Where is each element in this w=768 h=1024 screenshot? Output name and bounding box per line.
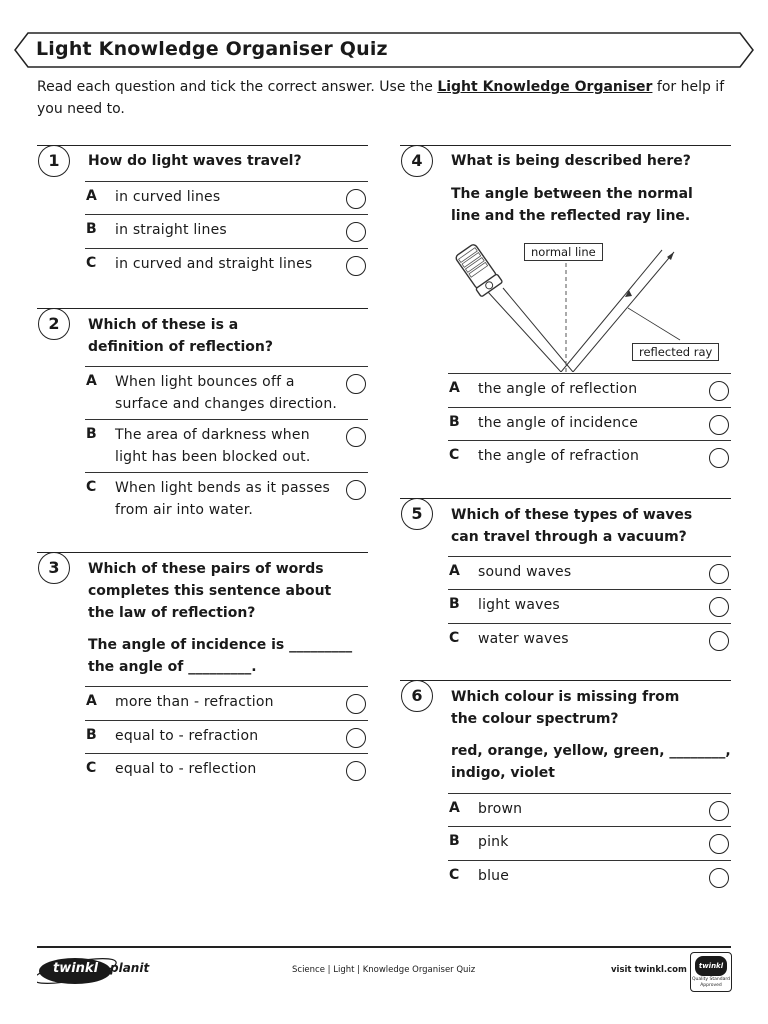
option-text (115, 477, 330, 521)
question-5-text-line: Which of these types of waves (451, 507, 693, 523)
question-4-option-c[interactable] (448, 440, 731, 474)
option-text-line: light has been blocked out. (115, 449, 311, 465)
option-text (115, 371, 337, 415)
question-6-option-b[interactable] (448, 826, 731, 860)
question-4-option-a[interactable] (448, 373, 731, 407)
question-5-text (451, 504, 692, 548)
question-3-option-a[interactable] (85, 686, 368, 720)
question-2-text-line: Which of these is a (88, 317, 239, 333)
option-letter: A (86, 188, 97, 204)
option-letter: B (86, 221, 97, 237)
question-3-sentence (88, 634, 352, 678)
option-letter: A (449, 380, 460, 396)
page-title: Light Knowledge Organiser Quiz (36, 38, 388, 60)
option-letter: C (86, 760, 97, 776)
question-1-option-b[interactable] (85, 214, 368, 248)
option-letter: C (449, 630, 460, 646)
reflected-ray-label: reflected ray (632, 343, 719, 361)
question-6-sentence-line: indigo, violet (451, 765, 555, 781)
tick-circle[interactable] (346, 728, 366, 748)
tick-circle[interactable] (346, 480, 366, 500)
tick-circle[interactable] (709, 448, 729, 468)
option-text-line: surface and changes direction. (115, 396, 338, 412)
question-5-option-c[interactable] (448, 623, 731, 657)
question-4-option-b[interactable] (448, 407, 731, 441)
planit-label: planit (110, 961, 150, 975)
badge-text: Quality Standard Approved (692, 977, 730, 988)
question-5-option-b[interactable] (448, 589, 731, 623)
question-5-option-a[interactable] (448, 556, 731, 590)
question-4-rule (400, 145, 731, 146)
option-text: in curved and straight lines (115, 256, 313, 272)
option-text: water waves (478, 631, 569, 647)
option-letter: B (449, 833, 460, 849)
tick-circle[interactable] (346, 189, 366, 209)
question-3-rule (37, 552, 368, 553)
question-3-option-c[interactable] (85, 753, 368, 787)
option-text: more than - refraction (115, 694, 274, 710)
option-letter: A (449, 563, 460, 579)
tick-circle[interactable] (709, 381, 729, 401)
question-3-text-line: completes this sentence about (88, 583, 332, 599)
option-letter: C (86, 255, 97, 271)
question-6-number: 6 (401, 680, 433, 712)
question-3-text-line: the law of reflection? (88, 605, 256, 621)
question-3-number: 3 (38, 552, 70, 584)
question-3-sentence-line: The angle of incidence is _________ (88, 637, 353, 653)
option-text: sound waves (478, 564, 572, 580)
option-letter: C (449, 867, 460, 883)
knowledge-organiser-link[interactable]: Light Knowledge Organiser (437, 79, 653, 95)
question-4-number: 4 (401, 145, 433, 177)
tick-circle[interactable] (709, 834, 729, 854)
question-4-text: What is being described here? (451, 153, 691, 169)
option-text: the angle of incidence (478, 415, 639, 431)
tick-circle[interactable] (709, 564, 729, 584)
option-letter: C (86, 479, 97, 495)
tick-circle[interactable] (346, 761, 366, 781)
question-6-text-line: the colour spectrum? (451, 711, 619, 727)
question-1-text: How do light waves travel? (88, 153, 302, 169)
instructions-text: Read each question and tick the correct answer. Use the (37, 79, 438, 95)
question-1-number: 1 (38, 145, 70, 177)
option-letter: A (86, 373, 97, 389)
question-3-text (88, 558, 331, 624)
quality-standard-badge (690, 952, 732, 992)
option-text: equal to - refraction (115, 728, 259, 744)
option-text-line: When light bounces off a (115, 374, 295, 390)
question-6-text (451, 686, 679, 730)
option-text-line: When light bends as it passes (115, 480, 331, 496)
tick-circle[interactable] (346, 427, 366, 447)
question-1-option-c[interactable] (85, 248, 368, 282)
tick-circle[interactable] (709, 631, 729, 651)
question-6-option-a[interactable] (448, 793, 731, 827)
question-2-option-b[interactable] (85, 419, 368, 472)
question-3-option-b[interactable] (85, 720, 368, 754)
instructions (37, 76, 737, 120)
badge-logo: twinkl (695, 956, 727, 976)
tick-circle[interactable] (709, 597, 729, 617)
question-4-sentence-line: The angle between the normal (451, 186, 693, 202)
tick-circle[interactable] (709, 415, 729, 435)
question-5-text-line: can travel through a vacuum? (451, 529, 687, 545)
reflection-diagram (448, 236, 738, 372)
option-letter: B (449, 414, 460, 430)
option-letter: C (449, 447, 460, 463)
option-letter: A (449, 800, 460, 816)
question-4-sentence (451, 183, 693, 227)
footer-website-link[interactable]: visit twinkl.com (611, 965, 687, 975)
option-text-line: The area of darkness when (115, 427, 310, 443)
option-text: in curved lines (115, 189, 221, 205)
option-text: light waves (478, 597, 560, 613)
title-banner (14, 32, 754, 68)
option-letter: B (86, 426, 97, 442)
question-1-rule (37, 145, 368, 146)
question-2-number: 2 (38, 308, 70, 340)
question-2-option-c[interactable] (85, 472, 368, 525)
question-3-sentence-line: the angle of _________. (88, 659, 257, 675)
question-1-option-a[interactable] (85, 181, 368, 215)
option-text: in straight lines (115, 222, 227, 238)
footer-caption: Science | Light | Knowledge Organiser Quiz (292, 965, 476, 975)
option-letter: B (449, 596, 460, 612)
question-6-sentence (451, 740, 731, 784)
tick-circle[interactable] (346, 256, 366, 276)
option-text: brown (478, 801, 523, 817)
option-text: the angle of refraction (478, 448, 640, 464)
footer-divider (37, 946, 731, 948)
tick-circle[interactable] (709, 868, 729, 888)
instructions-text-end: for help if you need to. (37, 79, 725, 117)
tick-circle[interactable] (346, 222, 366, 242)
question-5-rule (400, 498, 731, 499)
question-2-text (88, 314, 273, 358)
option-text (115, 424, 311, 468)
option-letter: B (86, 727, 97, 743)
option-letter: A (86, 693, 97, 709)
twinkl-logo-text: twinkl (53, 961, 99, 976)
normal-line-label: normal line (524, 243, 603, 261)
option-text: equal to - reflection (115, 761, 257, 777)
option-text-line: from air into water. (115, 502, 254, 518)
tick-circle[interactable] (709, 801, 729, 821)
question-6-text-line: Which colour is missing from (451, 689, 680, 705)
tick-circle[interactable] (346, 694, 366, 714)
question-6-sentence-line: red, orange, yellow, green, ________, (451, 743, 731, 759)
question-5-number: 5 (401, 498, 433, 530)
option-text: blue (478, 868, 510, 884)
option-text: pink (478, 834, 509, 850)
tick-circle[interactable] (346, 374, 366, 394)
question-2-text-line: definition of reflection? (88, 339, 273, 355)
torch-icon (454, 243, 503, 297)
question-6-rule (400, 680, 731, 681)
question-6-option-c[interactable] (448, 860, 731, 894)
question-3-text-line: Which of these pairs of words (88, 561, 324, 577)
question-2-option-a[interactable] (85, 366, 368, 419)
question-2-rule (37, 308, 368, 309)
option-text: the angle of reflection (478, 381, 638, 397)
question-4-sentence-line: line and the reflected ray line. (451, 208, 691, 224)
